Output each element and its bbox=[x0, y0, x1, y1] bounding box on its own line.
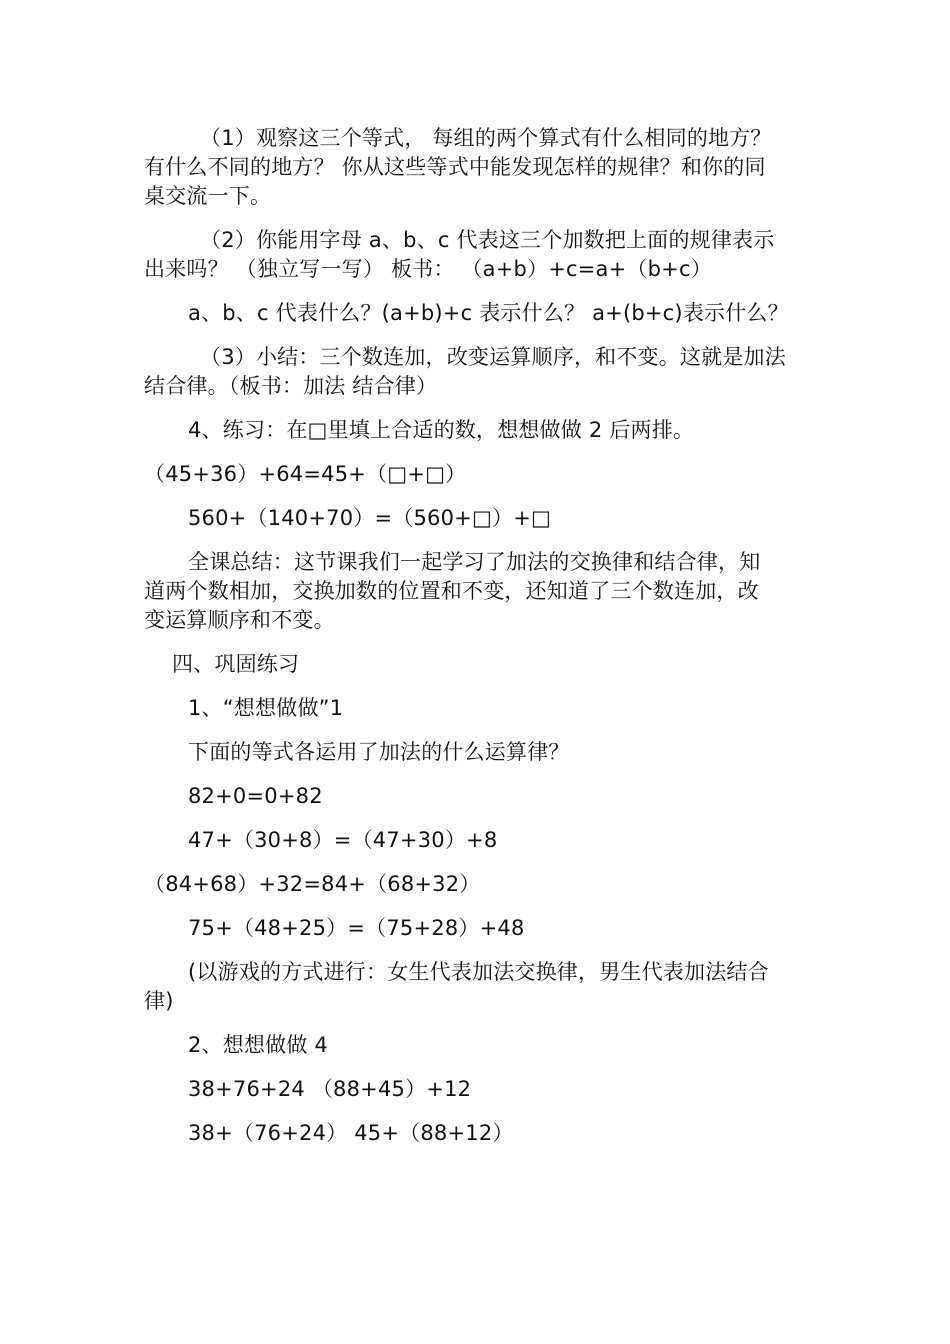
equation-line bbox=[144, 914, 814, 943]
paragraph-letters bbox=[144, 226, 814, 284]
paragraph-course-summary bbox=[144, 548, 814, 635]
text-line: 4、练习：在□里填上合适的数，想想做做 2 后两排。 bbox=[188, 418, 695, 442]
text-line: 82+0=0+82 bbox=[188, 784, 323, 808]
text-line: (以游戏的方式进行：女生代表加法交换律，男生代表加法结合 bbox=[188, 960, 769, 984]
text-line: 出来吗？ （独立写一写） 板书： （a+b）+c=a+（b+c） bbox=[144, 257, 712, 281]
text-line: 560+（140+70）=（560+□）+□ bbox=[188, 506, 552, 530]
text-line: 38+76+24 （88+45）+12 bbox=[188, 1077, 472, 1101]
text-line: 2、想想做做 4 bbox=[188, 1033, 328, 1057]
equation-line bbox=[144, 1119, 814, 1148]
paragraph-game-note bbox=[144, 958, 814, 1016]
text-line: 律) bbox=[144, 989, 174, 1013]
paragraph-summary bbox=[144, 343, 814, 401]
paragraph-observe bbox=[144, 124, 814, 211]
equation-line bbox=[144, 504, 814, 533]
text-line: （2）你能用字母 a、b、c 代表这三个加数把上面的规律表示 bbox=[200, 228, 775, 252]
text-line: 四、巩固练习 bbox=[172, 652, 300, 676]
equation-line bbox=[144, 460, 814, 489]
text-line: 桌交流一下。 bbox=[144, 184, 272, 208]
text-line: 38+（76+24） 45+（88+12） bbox=[188, 1121, 514, 1145]
equation-line bbox=[144, 826, 814, 855]
document-page bbox=[144, 124, 814, 1163]
equation-line bbox=[144, 782, 814, 811]
text-line: 结合律。（板书：加法 结合律） bbox=[144, 374, 438, 398]
list-item bbox=[144, 1031, 814, 1060]
text-line: a、b、c 代表什么？(a+b)+c 表示什么？ a+(b+c)表示什么？ bbox=[188, 301, 789, 325]
paragraph-exercise bbox=[144, 416, 814, 445]
equation-line bbox=[144, 1075, 814, 1104]
text-line: 道两个数相加，交换加数的位置和不变，还知道了三个数连加，改 bbox=[144, 579, 759, 603]
text-line: 下面的等式各运用了加法的什么运算律？ bbox=[188, 740, 570, 764]
section-heading bbox=[144, 650, 814, 679]
text-line: 全课总结：这节课我们一起学习了加法的交换律和结合律，知 bbox=[188, 550, 761, 574]
text-line: 75+（48+25）=（75+28）+48 bbox=[188, 916, 525, 940]
paragraph-question bbox=[144, 299, 814, 328]
text-line: 有什么不同的地方？ 你从这些等式中能发现怎样的规律？和你的同 bbox=[144, 155, 766, 179]
text-line: （84+68）+32=84+（68+32） bbox=[144, 872, 481, 896]
text-line: 变运算顺序和不变。 bbox=[144, 608, 335, 632]
question-line bbox=[144, 738, 814, 767]
text-line: （3）小结：三个数连加，改变运算顺序，和不变。这就是加法 bbox=[200, 345, 786, 369]
list-item bbox=[144, 694, 814, 723]
text-line: （45+36）+64=45+（□+□） bbox=[144, 462, 467, 486]
equation-line bbox=[144, 870, 814, 899]
text-line: 47+（30+8）=（47+30）+8 bbox=[188, 828, 498, 852]
text-line: 1、“想想做做”1 bbox=[188, 696, 344, 720]
text-line: （1）观察这三个等式， 每组的两个算式有什么相同的地方？ bbox=[200, 126, 772, 150]
